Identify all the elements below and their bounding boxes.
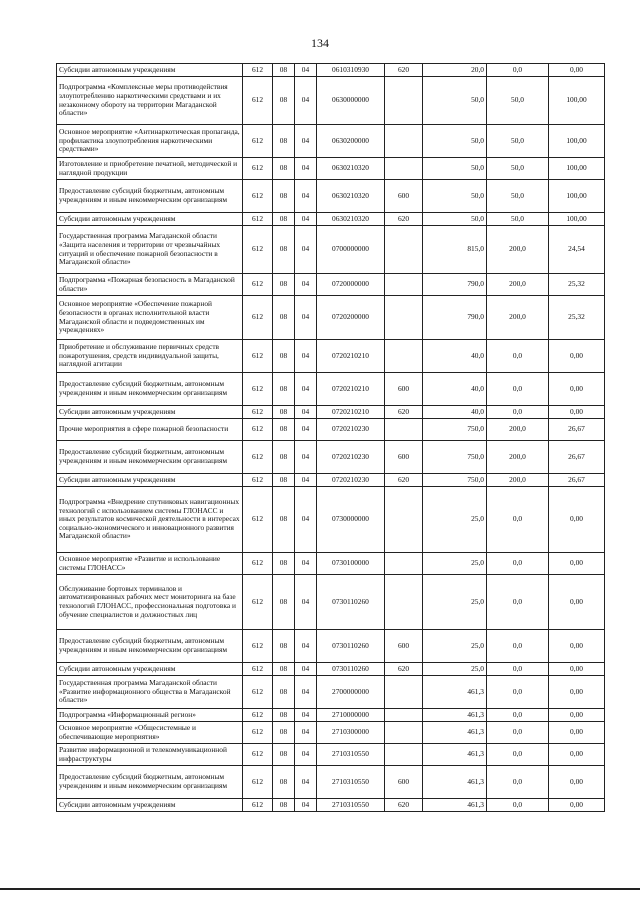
table-row [57, 744, 605, 766]
row-value-1-cell: 461,3 [423, 799, 487, 812]
row-name-cell: Развитие информационной и телекоммуникационной инфраструктуры [57, 744, 243, 766]
row-name-cell: Обслуживание бортовых терминалов и автоматизированных рабочих мест мониторинга на базе технологий ГЛОНАСС, профессиональная подготовка и обучение специалистов и должностных лиц [57, 575, 243, 630]
row-expense-type-cell [385, 158, 423, 180]
row-value-1-cell: 461,3 [423, 766, 487, 799]
row-target-cell: 0720210210 [317, 340, 385, 373]
row-expense-type-cell: 620 [385, 213, 423, 226]
row-section-cell: 08 [273, 180, 295, 213]
table-body [57, 64, 605, 812]
page-number: 134 [311, 36, 329, 50]
row-section-cell: 08 [273, 213, 295, 226]
row-expense-type-cell: 600 [385, 441, 423, 474]
row-value-3-cell: 26,67 [549, 441, 605, 474]
row-section-cell: 08 [273, 709, 295, 722]
row-target-cell: 0720200000 [317, 296, 385, 340]
row-value-2-cell: 0,0 [487, 663, 549, 676]
row-value-3-cell: 0,00 [549, 373, 605, 406]
row-ministry-cell: 612 [243, 722, 273, 744]
row-name-cell: Основное мероприятие «Антинаркотическая пропаганда, профилактика злоупотребления наркотическими средствами» [57, 125, 243, 158]
row-value-1-cell: 20,0 [423, 64, 487, 77]
row-ministry-cell: 612 [243, 158, 273, 180]
row-target-cell: 0610310930 [317, 64, 385, 77]
row-subsection-cell: 04 [295, 373, 317, 406]
row-subsection-cell: 04 [295, 663, 317, 676]
row-expense-type-cell [385, 226, 423, 274]
row-ministry-cell: 612 [243, 180, 273, 213]
row-name-cell: Субсидии автономным учреждениям [57, 799, 243, 812]
row-name-cell: Предоставление субсидий бюджетным, автономным учреждениям и иным некоммерческим организациям [57, 630, 243, 663]
table-row [57, 553, 605, 575]
row-value-2-cell: 0,0 [487, 487, 549, 553]
row-target-cell: 0720210230 [317, 441, 385, 474]
row-value-3-cell: 100,00 [549, 180, 605, 213]
row-subsection-cell: 04 [295, 125, 317, 158]
row-expense-type-cell: 620 [385, 799, 423, 812]
row-ministry-cell: 612 [243, 274, 273, 296]
row-name-cell: Субсидии автономным учреждениям [57, 474, 243, 487]
row-value-3-cell: 0,00 [549, 663, 605, 676]
row-value-3-cell: 26,67 [549, 419, 605, 441]
row-expense-type-cell: 620 [385, 474, 423, 487]
row-value-2-cell: 0,0 [487, 575, 549, 630]
row-target-cell: 0630210320 [317, 180, 385, 213]
row-section-cell: 08 [273, 744, 295, 766]
row-value-1-cell: 50,0 [423, 180, 487, 213]
row-name-cell: Субсидии автономным учреждениям [57, 406, 243, 419]
row-value-1-cell: 50,0 [423, 158, 487, 180]
row-subsection-cell: 04 [295, 766, 317, 799]
row-name-cell: Основное мероприятие «Обеспечение пожарной безопасности в органах исполнительной власти Магаданской области и подведомственных им учреждениях» [57, 296, 243, 340]
row-subsection-cell: 04 [295, 553, 317, 575]
row-ministry-cell: 612 [243, 676, 273, 709]
row-name-cell: Субсидии автономным учреждениям [57, 213, 243, 226]
row-subsection-cell: 04 [295, 630, 317, 663]
row-subsection-cell: 04 [295, 744, 317, 766]
row-value-1-cell: 50,0 [423, 77, 487, 125]
row-target-cell: 0730000000 [317, 487, 385, 553]
row-name-cell: Предоставление субсидий бюджетным, автономным учреждениям и иным некоммерческим организациям [57, 180, 243, 213]
row-target-cell: 0720210210 [317, 373, 385, 406]
row-target-cell: 2710310550 [317, 766, 385, 799]
row-section-cell: 08 [273, 799, 295, 812]
row-expense-type-cell [385, 553, 423, 575]
row-value-1-cell: 25,0 [423, 575, 487, 630]
row-name-cell: Субсидии автономным учреждениям [57, 663, 243, 676]
row-section-cell: 08 [273, 406, 295, 419]
row-value-2-cell: 0,0 [487, 676, 549, 709]
row-section-cell: 08 [273, 766, 295, 799]
row-value-1-cell: 750,0 [423, 441, 487, 474]
row-target-cell: 0720210230 [317, 419, 385, 441]
bottom-rule [0, 888, 640, 890]
row-name-cell: Государственная программа Магаданской области «Защита населения и территории от чрезвычайных ситуаций и обеспечение пожарной безопасности в Магаданской области» [57, 226, 243, 274]
row-value-3-cell: 0,00 [549, 575, 605, 630]
row-target-cell: 2710000000 [317, 709, 385, 722]
row-name-cell: Субсидии автономным учреждениям [57, 64, 243, 77]
row-subsection-cell: 04 [295, 77, 317, 125]
row-value-2-cell: 0,0 [487, 553, 549, 575]
row-ministry-cell: 612 [243, 487, 273, 553]
row-target-cell: 0630000000 [317, 77, 385, 125]
row-value-1-cell: 25,0 [423, 487, 487, 553]
row-value-2-cell: 0,0 [487, 744, 549, 766]
row-value-2-cell: 0,0 [487, 340, 549, 373]
row-section-cell: 08 [273, 419, 295, 441]
row-target-cell: 2700000000 [317, 676, 385, 709]
table-row [57, 487, 605, 553]
row-target-cell: 0700000000 [317, 226, 385, 274]
row-ministry-cell: 612 [243, 419, 273, 441]
row-value-3-cell: 24,54 [549, 226, 605, 274]
row-target-cell: 2710300000 [317, 722, 385, 744]
row-target-cell: 0720210210 [317, 406, 385, 419]
row-ministry-cell: 612 [243, 64, 273, 77]
row-value-2-cell: 50,0 [487, 77, 549, 125]
row-name-cell: Предоставление субсидий бюджетным, автономным учреждениям и иным некоммерческим организациям [57, 766, 243, 799]
row-ministry-cell: 612 [243, 630, 273, 663]
row-value-1-cell: 461,3 [423, 709, 487, 722]
row-subsection-cell: 04 [295, 213, 317, 226]
row-target-cell: 0730100000 [317, 553, 385, 575]
row-ministry-cell: 612 [243, 663, 273, 676]
row-value-3-cell: 0,00 [549, 766, 605, 799]
row-section-cell: 08 [273, 575, 295, 630]
row-value-1-cell: 790,0 [423, 296, 487, 340]
row-value-2-cell: 200,0 [487, 274, 549, 296]
row-ministry-cell: 612 [243, 406, 273, 419]
table-row [57, 799, 605, 812]
row-name-cell: Предоставление субсидий бюджетным, автономным учреждениям и иным некоммерческим организациям [57, 373, 243, 406]
table-row [57, 274, 605, 296]
row-ministry-cell: 612 [243, 296, 273, 340]
row-value-1-cell: 50,0 [423, 125, 487, 158]
row-subsection-cell: 04 [295, 406, 317, 419]
table-row [57, 340, 605, 373]
row-subsection-cell: 04 [295, 419, 317, 441]
row-ministry-cell: 612 [243, 125, 273, 158]
row-value-2-cell: 0,0 [487, 709, 549, 722]
row-value-1-cell: 790,0 [423, 274, 487, 296]
row-value-3-cell: 0,00 [549, 487, 605, 553]
row-value-3-cell: 0,00 [549, 676, 605, 709]
table-row [57, 419, 605, 441]
row-value-3-cell: 0,00 [549, 340, 605, 373]
row-value-2-cell: 200,0 [487, 419, 549, 441]
row-expense-type-cell: 600 [385, 630, 423, 663]
row-value-3-cell: 100,00 [549, 125, 605, 158]
row-name-cell: Подпрограмма «Пожарная безопасность в Магаданской области» [57, 274, 243, 296]
row-ministry-cell: 612 [243, 441, 273, 474]
row-target-cell: 0730110260 [317, 663, 385, 676]
row-name-cell: Основное мероприятие «Общесистемные и обеспечивающие мероприятия» [57, 722, 243, 744]
row-value-3-cell: 100,00 [549, 158, 605, 180]
row-value-3-cell: 26,67 [549, 474, 605, 487]
row-expense-type-cell [385, 709, 423, 722]
row-value-3-cell: 25,32 [549, 274, 605, 296]
row-value-1-cell: 25,0 [423, 553, 487, 575]
row-expense-type-cell [385, 125, 423, 158]
row-section-cell: 08 [273, 722, 295, 744]
row-expense-type-cell: 620 [385, 663, 423, 676]
row-value-2-cell: 200,0 [487, 296, 549, 340]
row-value-1-cell: 461,3 [423, 722, 487, 744]
row-name-cell: Подпрограмма «Комплексные меры противодействия злоупотреблению наркотическими средствами и их незаконному обороту на территории Магаданской области» [57, 77, 243, 125]
row-value-2-cell: 0,0 [487, 722, 549, 744]
row-value-1-cell: 461,3 [423, 676, 487, 709]
row-expense-type-cell [385, 487, 423, 553]
table-row [57, 663, 605, 676]
row-subsection-cell: 04 [295, 158, 317, 180]
row-ministry-cell: 612 [243, 226, 273, 274]
row-target-cell: 0730110260 [317, 630, 385, 663]
row-name-cell: Приобретение и обслуживание первичных средств пожаротушения, средств индивидуальной защиты, наглядной агитации [57, 340, 243, 373]
row-target-cell: 0630210320 [317, 158, 385, 180]
row-value-1-cell: 40,0 [423, 373, 487, 406]
row-value-3-cell: 0,00 [549, 709, 605, 722]
table-row [57, 125, 605, 158]
row-value-3-cell: 25,32 [549, 296, 605, 340]
table-row [57, 64, 605, 77]
table-row [57, 77, 605, 125]
budget-table [56, 63, 605, 812]
row-ministry-cell: 612 [243, 709, 273, 722]
row-value-3-cell: 100,00 [549, 77, 605, 125]
row-value-3-cell: 0,00 [549, 722, 605, 744]
row-value-1-cell: 40,0 [423, 340, 487, 373]
row-section-cell: 08 [273, 487, 295, 553]
row-value-3-cell: 0,00 [549, 630, 605, 663]
row-expense-type-cell [385, 676, 423, 709]
row-value-1-cell: 50,0 [423, 213, 487, 226]
row-subsection-cell: 04 [295, 487, 317, 553]
table-row [57, 441, 605, 474]
row-section-cell: 08 [273, 553, 295, 575]
table-row [57, 630, 605, 663]
row-target-cell: 0720000000 [317, 274, 385, 296]
row-value-2-cell: 0,0 [487, 766, 549, 799]
row-value-2-cell: 50,0 [487, 180, 549, 213]
row-expense-type-cell [385, 274, 423, 296]
row-section-cell: 08 [273, 441, 295, 474]
row-section-cell: 08 [273, 274, 295, 296]
row-value-2-cell: 0,0 [487, 630, 549, 663]
row-value-2-cell: 200,0 [487, 474, 549, 487]
row-expense-type-cell [385, 77, 423, 125]
row-expense-type-cell: 600 [385, 373, 423, 406]
row-subsection-cell: 04 [295, 226, 317, 274]
row-target-cell: 0720210230 [317, 474, 385, 487]
row-subsection-cell: 04 [295, 722, 317, 744]
row-subsection-cell: 04 [295, 575, 317, 630]
row-ministry-cell: 612 [243, 575, 273, 630]
table-row [57, 709, 605, 722]
row-expense-type-cell [385, 296, 423, 340]
row-section-cell: 08 [273, 64, 295, 77]
table-row [57, 226, 605, 274]
row-expense-type-cell: 620 [385, 64, 423, 77]
row-value-2-cell: 0,0 [487, 406, 549, 419]
row-value-3-cell: 0,00 [549, 406, 605, 419]
row-expense-type-cell [385, 722, 423, 744]
row-target-cell: 2710310550 [317, 744, 385, 766]
row-value-3-cell: 0,00 [549, 64, 605, 77]
row-section-cell: 08 [273, 474, 295, 487]
row-value-2-cell: 0,0 [487, 373, 549, 406]
row-name-cell: Подпрограмма «Внедрение спутниковых навигационных технологий с использованием системы ГЛОНАСС и иных результатов космической деятельности в интересах социально-экономического и инновационного развития Магаданской области» [57, 487, 243, 553]
row-ministry-cell: 612 [243, 799, 273, 812]
row-section-cell: 08 [273, 630, 295, 663]
row-ministry-cell: 612 [243, 744, 273, 766]
row-target-cell: 2710310550 [317, 799, 385, 812]
row-expense-type-cell [385, 340, 423, 373]
row-target-cell: 0630210320 [317, 213, 385, 226]
row-subsection-cell: 04 [295, 799, 317, 812]
row-name-cell: Изготовление и приобретение печатной, методической и наглядной продукции [57, 158, 243, 180]
row-section-cell: 08 [273, 226, 295, 274]
row-subsection-cell: 04 [295, 676, 317, 709]
row-subsection-cell: 04 [295, 274, 317, 296]
row-value-2-cell: 200,0 [487, 441, 549, 474]
table-row [57, 766, 605, 799]
row-ministry-cell: 612 [243, 340, 273, 373]
table-row [57, 575, 605, 630]
row-value-2-cell: 0,0 [487, 799, 549, 812]
row-subsection-cell: 04 [295, 340, 317, 373]
row-target-cell: 0730110260 [317, 575, 385, 630]
row-expense-type-cell: 620 [385, 406, 423, 419]
row-ministry-cell: 612 [243, 553, 273, 575]
row-section-cell: 08 [273, 125, 295, 158]
row-value-2-cell: 50,0 [487, 158, 549, 180]
row-expense-type-cell [385, 419, 423, 441]
row-value-3-cell: 0,00 [549, 553, 605, 575]
row-name-cell: Государственная программа Магаданской области «Развитие информационного общества в Магаданской области» [57, 676, 243, 709]
row-subsection-cell: 04 [295, 709, 317, 722]
table-row [57, 213, 605, 226]
row-subsection-cell: 04 [295, 474, 317, 487]
row-value-3-cell: 0,00 [549, 799, 605, 812]
row-ministry-cell: 612 [243, 213, 273, 226]
row-value-2-cell: 50,0 [487, 125, 549, 158]
row-expense-type-cell [385, 744, 423, 766]
row-value-1-cell: 750,0 [423, 474, 487, 487]
row-value-1-cell: 40,0 [423, 406, 487, 419]
row-section-cell: 08 [273, 77, 295, 125]
table-row [57, 180, 605, 213]
table-row [57, 474, 605, 487]
row-value-1-cell: 25,0 [423, 663, 487, 676]
row-name-cell: Прочие мероприятия в сфере пожарной безопасности [57, 419, 243, 441]
table-row [57, 158, 605, 180]
row-value-2-cell: 50,0 [487, 213, 549, 226]
table-row [57, 406, 605, 419]
table-row [57, 373, 605, 406]
row-name-cell: Подпрограмма «Информационный регион» [57, 709, 243, 722]
row-value-1-cell: 750,0 [423, 419, 487, 441]
row-subsection-cell: 04 [295, 64, 317, 77]
row-subsection-cell: 04 [295, 296, 317, 340]
row-section-cell: 08 [273, 663, 295, 676]
row-value-1-cell: 815,0 [423, 226, 487, 274]
row-section-cell: 08 [273, 158, 295, 180]
row-subsection-cell: 04 [295, 180, 317, 213]
row-value-3-cell: 0,00 [549, 744, 605, 766]
row-value-3-cell: 100,00 [549, 213, 605, 226]
row-section-cell: 08 [273, 340, 295, 373]
row-value-1-cell: 461,3 [423, 744, 487, 766]
row-ministry-cell: 612 [243, 766, 273, 799]
table-row [57, 296, 605, 340]
row-value-1-cell: 25,0 [423, 630, 487, 663]
table-row [57, 676, 605, 709]
row-target-cell: 0630200000 [317, 125, 385, 158]
row-expense-type-cell [385, 575, 423, 630]
row-section-cell: 08 [273, 296, 295, 340]
row-expense-type-cell: 600 [385, 180, 423, 213]
row-name-cell: Предоставление субсидий бюджетным, автономным учреждениям и иным некоммерческим организациям [57, 441, 243, 474]
row-section-cell: 08 [273, 676, 295, 709]
row-ministry-cell: 612 [243, 373, 273, 406]
row-name-cell: Основное мероприятие «Развитие и использование системы ГЛОНАСС» [57, 553, 243, 575]
row-ministry-cell: 612 [243, 474, 273, 487]
table-row [57, 722, 605, 744]
row-ministry-cell: 612 [243, 77, 273, 125]
row-value-2-cell: 0,0 [487, 64, 549, 77]
row-expense-type-cell: 600 [385, 766, 423, 799]
row-value-2-cell: 200,0 [487, 226, 549, 274]
row-section-cell: 08 [273, 373, 295, 406]
row-subsection-cell: 04 [295, 441, 317, 474]
